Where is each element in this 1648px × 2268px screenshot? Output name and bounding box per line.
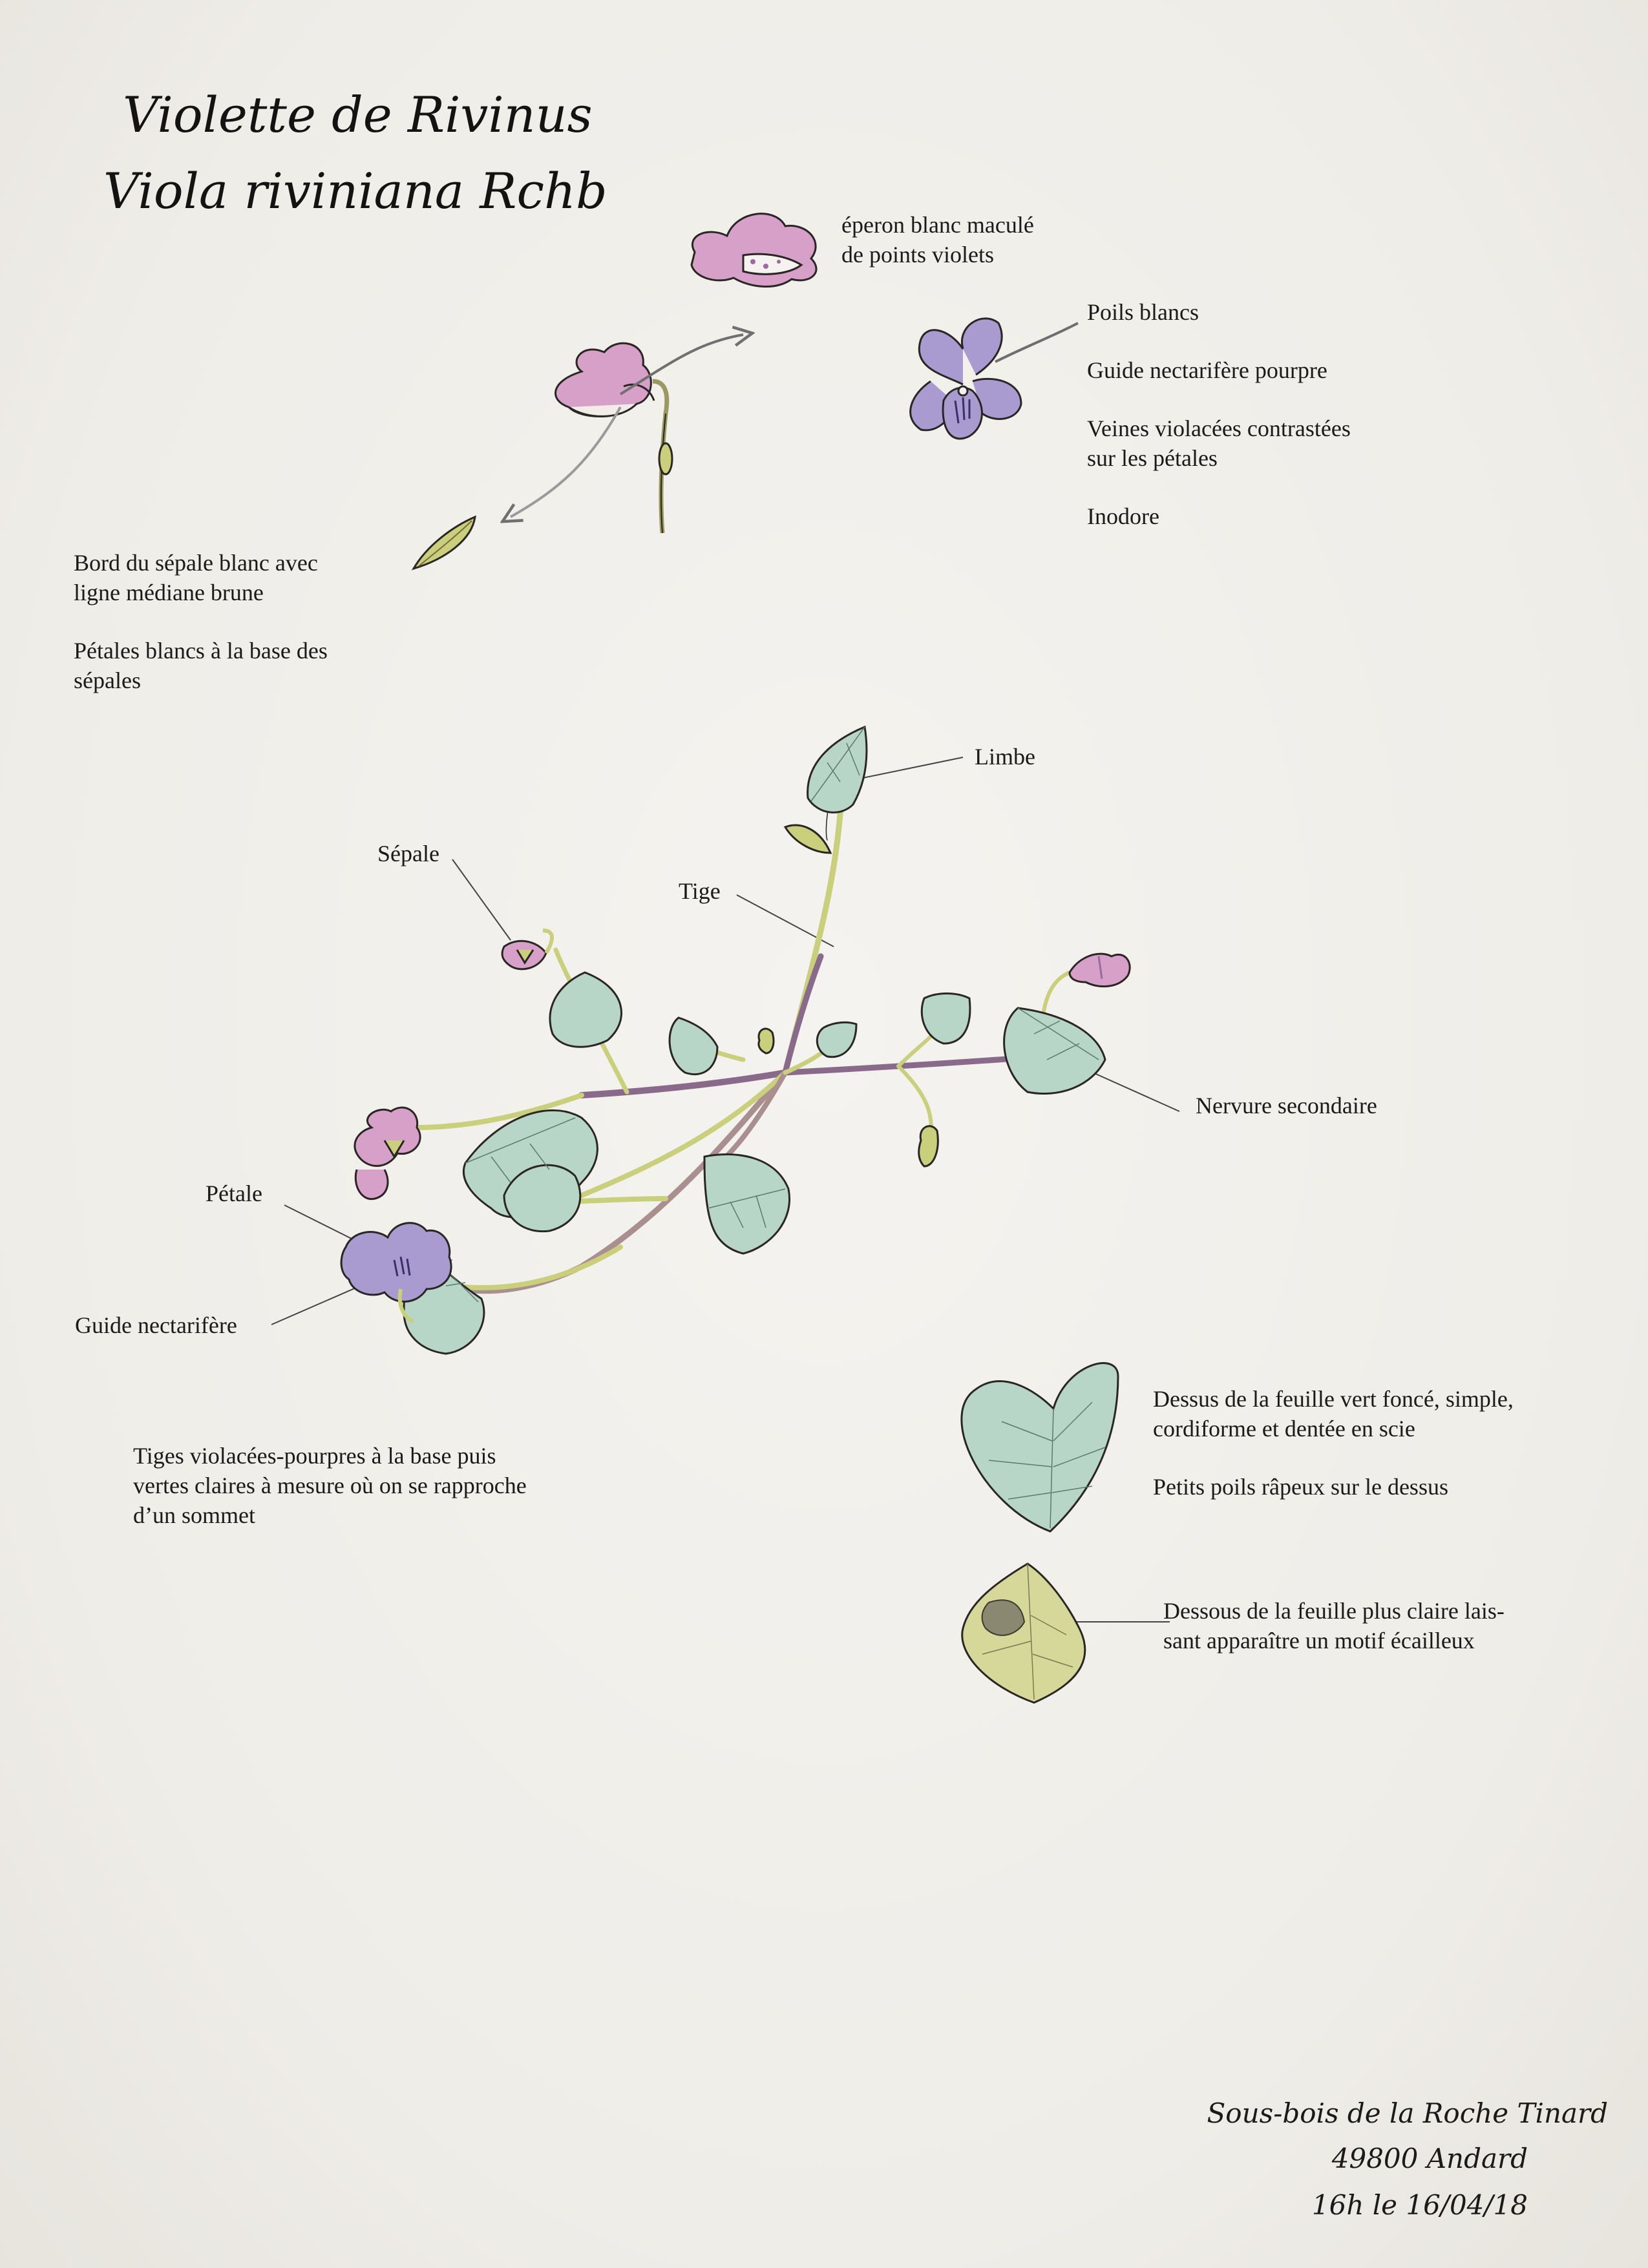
note-tiges-line-2: vertes claires à mesure où on se rapproche (133, 1473, 527, 1498)
plant-leaves (404, 727, 1105, 1354)
note-petales-line-1: Pétales blancs à la base des (74, 638, 328, 664)
leaf-center-lower (704, 1155, 790, 1254)
note-veines-line-2: sur les pétales (1087, 445, 1218, 471)
title-common-name: Violette de Rivinus (123, 86, 593, 143)
label-limbe: Limbe (975, 744, 1035, 770)
note-tiges-line-3: d’un sommet (133, 1502, 255, 1528)
note-poils-blancs: Poils blancs (1087, 299, 1199, 325)
note-spur-line-2: de points violets (841, 242, 994, 268)
label-sepale: Sépale (377, 841, 439, 866)
note-spur-line-1: éperon blanc maculé (841, 212, 1034, 238)
flower-bud-center (759, 1029, 774, 1053)
leaf-center-right-small (817, 1022, 856, 1056)
note-veines-line-1: Veines violacées contrastées (1087, 415, 1351, 441)
flower-bud-right (919, 1126, 938, 1166)
note-sepale-line-1: Bord du sépale blanc avec (74, 550, 318, 576)
location-postcode-town: 49800 Andard (1331, 2143, 1528, 2174)
flower-front-view (911, 319, 1078, 439)
note-dessus-line-2: cordiforme et dentée en scie (1153, 1416, 1415, 1442)
flower-sepale-small (502, 930, 552, 969)
label-tige: Tige (679, 878, 721, 904)
leaf-lower-surface (962, 1564, 1085, 1703)
location-datetime: 16h le 16/04/18 (1311, 2189, 1528, 2221)
label-guide-nectarifere: Guide nectarifère (75, 1312, 237, 1338)
note-poils-rapeux: Petits poils râpeux sur le dessus (1153, 1474, 1448, 1500)
note-inodore: Inodore (1087, 503, 1159, 529)
note-dessous-line-2: sant apparaître un motif écailleux (1163, 1628, 1475, 1654)
leaf-right-large (1004, 1008, 1105, 1094)
leaf-left-upper (550, 972, 621, 1047)
flower-right-small (1070, 954, 1130, 986)
note-tiges-line-1: Tiges violacées-pourpres à la base puis (133, 1443, 496, 1469)
flower-left-upper (355, 1108, 420, 1199)
title-latin-name: Viola riviniana Rchb (103, 162, 607, 220)
leaf-top-small (785, 825, 830, 853)
label-petale: Pétale (206, 1181, 262, 1206)
label-nervure-secondaire: Nervure secondaire (1196, 1093, 1377, 1118)
note-dessus-line-1: Dessus de la feuille vert foncé, simple, (1153, 1386, 1514, 1412)
note-petales-line-2: sépales (74, 667, 141, 693)
leaf-top-limbe (808, 727, 867, 812)
note-dessous-line-1: Dessous de la feuille plus claire lais- (1163, 1598, 1505, 1624)
leaf-upper-surface (962, 1363, 1118, 1531)
sepal-detail (414, 517, 475, 569)
location-place: Sous-bois de la Roche Tinard (1207, 2097, 1608, 2129)
leaf-center-small (670, 1018, 717, 1075)
note-sepale-line-2: ligne médiane brune (74, 580, 264, 605)
note-guide-pourpre: Guide nectarifère pourpre (1087, 357, 1327, 383)
flower-spur-view (692, 214, 816, 287)
arrow-to-sepal (511, 407, 620, 517)
